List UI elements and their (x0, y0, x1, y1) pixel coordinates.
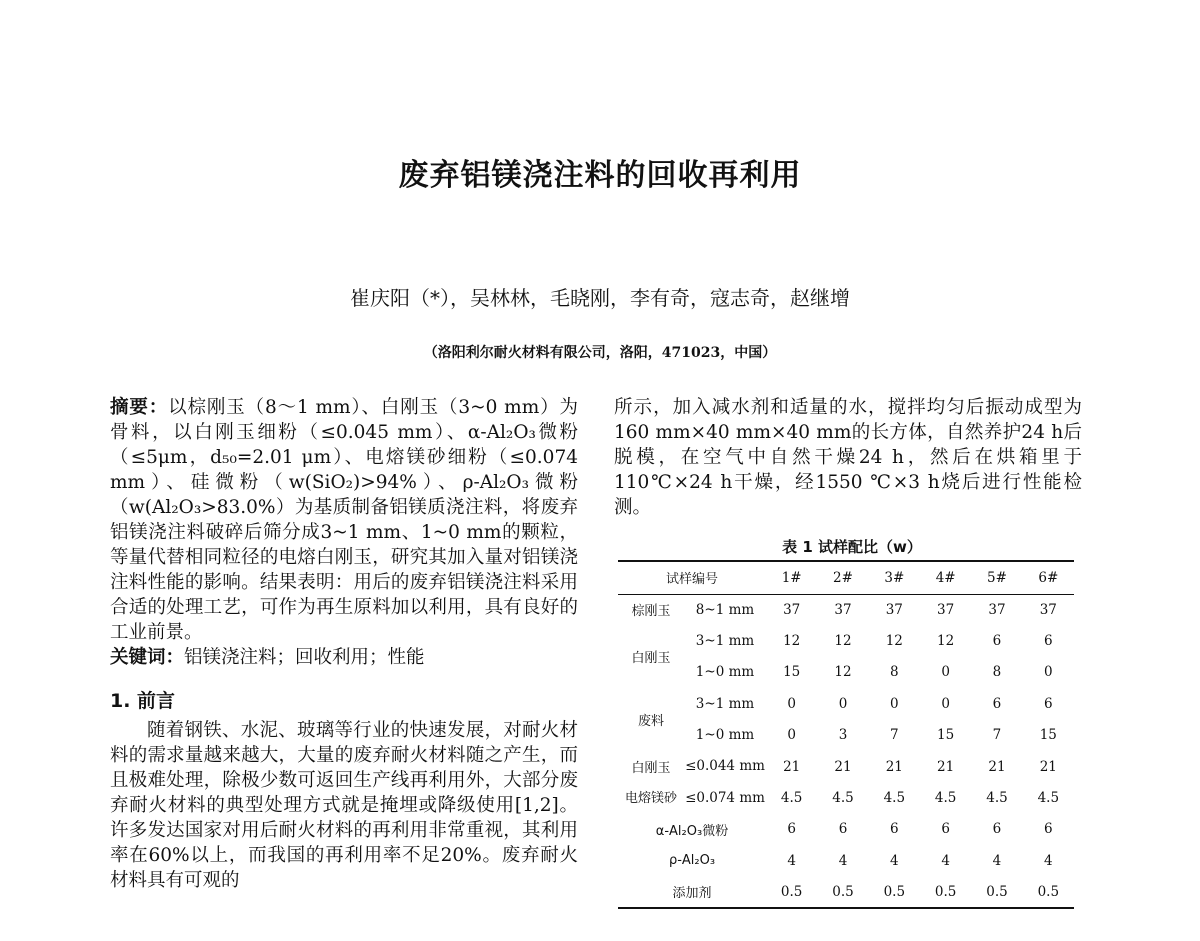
value-cell: 12 (885, 633, 903, 650)
value-cell: 0.5 (780, 883, 803, 900)
value-cell: 21 (1039, 758, 1057, 775)
table-header-row (618, 561, 1074, 594)
value-cell: 37 (783, 601, 801, 618)
value-cell: 15 (937, 727, 955, 744)
affiliation: （洛阳利尔耐火材料有限公司，洛阳，471023，中国） (423, 345, 777, 361)
table-row (618, 845, 1074, 876)
group-cell: 白刚玉 (631, 651, 671, 667)
value-cell: 4.5 (883, 790, 906, 807)
value-cell: 0 (1044, 664, 1053, 681)
value-cell: 4.5 (934, 790, 957, 807)
value-cell: 0.5 (1037, 883, 1060, 900)
value-cell: 37 (1039, 601, 1057, 618)
value-cell: 0.5 (832, 883, 854, 900)
value-cell: 6 (1044, 821, 1053, 838)
value-cell: 0 (787, 727, 796, 744)
value-cell: 3 (838, 727, 848, 744)
value-cell: 4.5 (832, 790, 854, 807)
size-cell: 3~1 mm (695, 633, 755, 650)
value-cell: 0.5 (986, 883, 1008, 900)
value-cell: 4 (890, 852, 899, 869)
value-cell: 21 (988, 758, 1006, 775)
table-row (618, 657, 1074, 688)
header-label: 试样编号 (618, 561, 766, 594)
abstract-text: 以棕刚玉（8～1 mm）、白刚玉（3~0 mm）为骨料，以白刚玉细粉（≤0.045 mm）、α-Al₂O₃微粉（≤5μm，d₅₀=2.01 μm）、电熔镁砂细粉（≤0.074 mm）、硅微粉（w(SiO₂)>94%）、ρ-Al₂O₃微粉（w(Al₂O₃>83.0%）为基质制备铝镁质浇注料，将废弃铝镁浇注料破碎后筛分成3~1 mm、1~0 mm的颗粒，等量代替相同粒径的电熔白刚玉，研究其加入量对铝镁浇注料性能的影响。结果表明：用后的废弃铝镁浇注料采用合适的处理工艺，可作为再生原料加以利用，具有良好的工业前景。 (110, 397, 578, 643)
group-cell: ρ-Al₂O₃ (668, 853, 716, 869)
value-cell: 21 (885, 758, 903, 775)
value-cell: 6 (992, 695, 1002, 712)
value-cell: 6 (1044, 695, 1053, 712)
right-column-text: 所示，加入减水剂和适量的水，搅拌均匀后振动成型为160 mm×40 mm×40 mm的长方体，自然养护24 h后脱模，在空气中自然干燥24 h，然后在烘箱里于110℃×24 h干燥，经1550 ℃×3 h烧后进行性能检测。 (614, 397, 1082, 518)
group-cell: 添加剂 (672, 886, 712, 902)
size-cell: 1~0 mm (695, 727, 755, 744)
value-cell: 12 (783, 633, 801, 650)
table-row (618, 720, 1074, 751)
value-cell: 4 (838, 852, 848, 869)
value-cell: 37 (834, 601, 852, 618)
value-cell: 6 (992, 821, 1002, 838)
table-row (618, 782, 1074, 813)
group-cell: α-Al₂O₃微粉 (655, 823, 729, 839)
header-cell: 2# (817, 561, 868, 594)
section-body: 随着钢铁、水泥、玻璃等行业的快速发展，对耐火材料的需求量越来越大，大量的废弃耐火材料随之产生，而且极难处理，除极少数可返回生产线再利用外，大部分废弃耐火材料的典型处理方式就是掩埋或降级使用[1,2]。许多发达国家对用后耐火材料的再利用非常重视，其利用率在60%以上，而我国的再利用率不足20%。废弃耐火材料具有可观的 (110, 720, 578, 891)
value-cell: 4.5 (986, 790, 1008, 807)
paper-title: 废弃铝镁浇注料的回收再利用 (398, 158, 802, 193)
left-column (110, 395, 578, 893)
header-cell: 5# (971, 561, 1022, 594)
size-cell: ≤0.044 mm (685, 758, 765, 775)
value-cell: 8 (890, 664, 899, 681)
size-cell: 1~0 mm (695, 664, 755, 681)
header-cell: 6# (1023, 561, 1074, 594)
abstract-label: 摘要： (110, 397, 169, 418)
table-row (618, 625, 1074, 656)
value-cell: 6 (890, 821, 899, 838)
value-cell: 4.5 (1037, 790, 1060, 807)
table-row (618, 594, 1074, 625)
table-row (618, 688, 1074, 719)
mix-ratio-table (618, 560, 1074, 909)
value-cell: 6 (992, 633, 1002, 650)
value-cell: 21 (834, 758, 852, 775)
value-cell: 4 (941, 852, 950, 869)
value-cell: 15 (1039, 727, 1057, 744)
group-cell: 棕刚玉 (631, 604, 671, 620)
value-cell: 4 (787, 852, 796, 869)
value-cell: 6 (838, 821, 848, 838)
value-cell: 0.5 (934, 883, 957, 900)
size-cell: 8~1 mm (695, 601, 755, 618)
value-cell: 21 (783, 758, 801, 775)
value-cell: 37 (988, 601, 1006, 618)
value-cell: 7 (890, 727, 899, 744)
value-cell: 6 (941, 821, 950, 838)
value-cell: 4 (1044, 852, 1053, 869)
table-row (618, 877, 1074, 908)
header-cell: 3# (869, 561, 920, 594)
keywords-text: 铝镁浇注料；回收利用；性能 (184, 647, 425, 668)
value-cell: 6 (1044, 633, 1053, 650)
value-cell: 0 (787, 695, 796, 712)
size-cell: ≤0.074 mm (685, 789, 765, 806)
value-cell: 12 (834, 664, 852, 681)
value-cell: 7 (992, 727, 1002, 744)
value-cell: 4 (992, 852, 1002, 869)
value-cell: 37 (885, 601, 903, 618)
author-list: 崔庆阳（*），吴林林，毛晓刚，李有奇，寇志奇，赵继增 (350, 286, 850, 310)
keywords (110, 645, 578, 670)
table-caption: 表 1 试样配比（w） (782, 538, 922, 556)
value-cell: 0 (941, 695, 950, 712)
value-cell: 4.5 (780, 790, 803, 807)
value-cell: 12 (937, 633, 955, 650)
table-row (618, 814, 1074, 845)
group-cell: 电熔镁砂 (624, 790, 677, 806)
header-cell: 4# (920, 561, 971, 594)
group-cell: 废料 (637, 714, 664, 730)
size-cell: 3~1 mm (695, 695, 755, 712)
table-row (618, 751, 1074, 782)
value-cell: 37 (937, 601, 955, 618)
value-cell: 15 (783, 664, 801, 681)
value-cell: 21 (937, 758, 955, 775)
group-cell: 白刚玉 (631, 761, 671, 777)
value-cell: 0 (838, 695, 848, 712)
abstract (110, 395, 578, 645)
value-cell: 0 (941, 664, 950, 681)
right-column (614, 395, 1082, 520)
value-cell: 8 (992, 664, 1002, 681)
keywords-label: 关键词： (110, 647, 185, 668)
value-cell: 0.5 (883, 883, 906, 900)
header-cell: 1# (766, 561, 817, 594)
value-cell: 6 (787, 821, 796, 838)
section-heading: 1. 前言 (110, 690, 176, 712)
value-cell: 12 (834, 633, 852, 650)
value-cell: 0 (890, 695, 899, 712)
